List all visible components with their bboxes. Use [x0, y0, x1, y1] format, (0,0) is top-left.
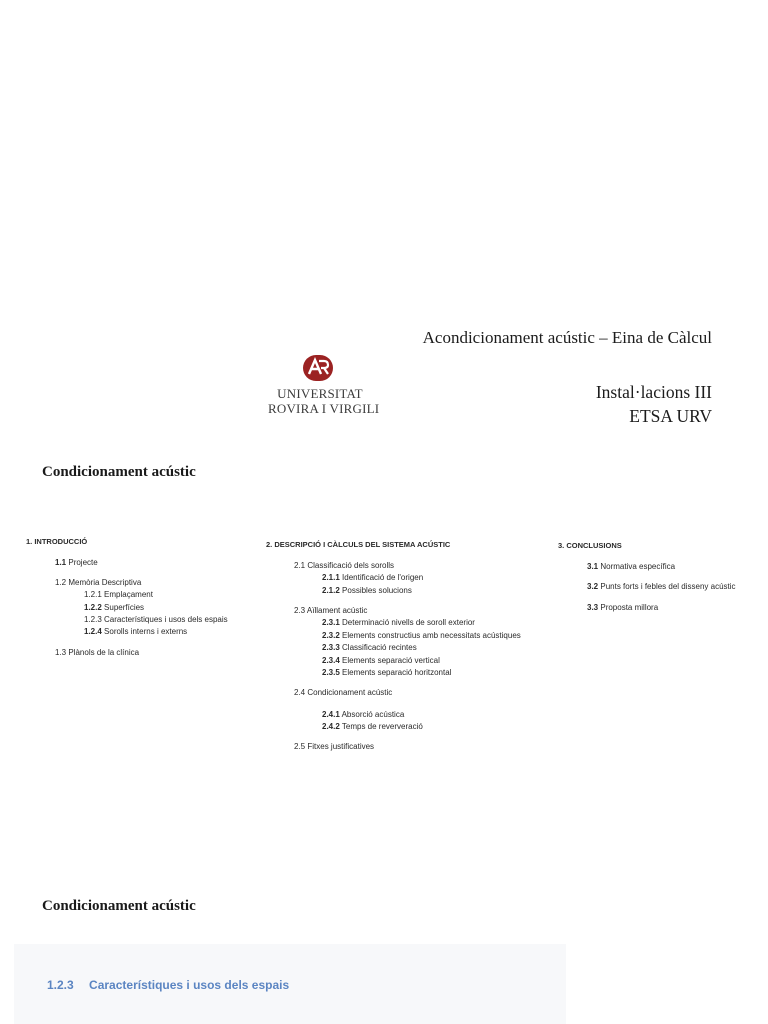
toc-item-number: 1.2 — [55, 578, 67, 587]
toc-item-number: 3.2 — [587, 582, 599, 591]
toc-heading-descripcio: 2. DESCRIPCIÓ I CÀLCULS DEL SISTEMA ACÚSTIC — [266, 540, 451, 549]
toc-item-label: Absorció acústica — [341, 710, 405, 719]
school-name: ETSA URV — [629, 406, 712, 426]
toc-item-number: 2.1.1 — [322, 573, 340, 582]
toc-item-label: Memòria Descriptiva — [68, 578, 142, 587]
university-logo — [268, 330, 380, 430]
toc-item[interactable] — [55, 559, 98, 567]
toc-item-number: 2.3.3 — [322, 643, 340, 652]
toc-item-number: 2.3.2 — [322, 631, 340, 640]
toc-item-label: Normativa específica — [600, 562, 676, 571]
toc-item[interactable] — [84, 616, 228, 624]
toc-item-number: 1.3 — [55, 648, 67, 657]
toc-item[interactable] — [55, 579, 141, 587]
toc-item-label: Plànols de la clínica — [68, 648, 140, 657]
toc-item-label: Característiques i usos dels espais — [104, 615, 228, 624]
toc-item-label: Emplaçament — [104, 590, 153, 599]
toc-item[interactable] — [322, 657, 440, 665]
toc-item-label: Elements separació vertical — [342, 656, 440, 665]
toc-item-label: Elements constructius amb necessitats acústiques — [342, 631, 521, 640]
toc-item-label: Classificació dels sorolls — [307, 561, 395, 570]
toc-item-number: 3.3 — [587, 603, 599, 612]
toc-item[interactable] — [322, 619, 475, 627]
toc-item[interactable] — [322, 587, 412, 595]
urv-emblem-icon — [302, 352, 334, 382]
toc-item-number: 2.3.5 — [322, 668, 340, 677]
document-title: Acondicionament acústic – Eina de Càlcul — [422, 328, 712, 347]
section-title: Condicionament acústic — [42, 898, 196, 914]
toc-item-label: Superfícies — [104, 603, 145, 612]
toc-item-number: 2.4.2 — [322, 722, 340, 731]
course-name: Instal·lacions III — [595, 382, 712, 402]
toc-item-label: Possibles solucions — [342, 586, 412, 595]
toc-item[interactable] — [322, 723, 423, 731]
logo-text-line2: ROVIRA I VIRGILI — [268, 401, 380, 416]
logo-text-line1: UNIVERSITAT — [277, 386, 363, 401]
subsection-label: Característiques i usos dels espais — [89, 978, 290, 992]
toc-item-label: Determinació nivells de soroll exterior — [342, 618, 475, 627]
toc-item-label: Elements separació horitzontal — [342, 668, 452, 677]
toc-item[interactable] — [84, 628, 187, 636]
toc-item[interactable] — [322, 632, 521, 640]
toc-item-label: Condicionament acústic — [307, 688, 393, 697]
toc-item-number: 2.5 — [294, 742, 306, 751]
toc-item-number: 1.2.4 — [84, 627, 102, 636]
toc-item-label: Sorolls interns i externs — [104, 627, 188, 636]
toc-item[interactable] — [294, 689, 392, 697]
toc-item-label: Identificació de l'origen — [342, 573, 424, 582]
toc-item-label: Projecte — [68, 558, 98, 567]
section-title: Condicionament acústic — [42, 464, 196, 480]
toc-heading-conclusions: 3. CONCLUSIONS — [558, 541, 622, 550]
toc-item-number: 1.2.1 — [84, 590, 102, 599]
toc-item[interactable] — [587, 563, 675, 571]
toc-item-number: 2.1.2 — [322, 586, 340, 595]
toc-item[interactable] — [322, 711, 404, 719]
toc-item-number: 2.1 — [294, 561, 306, 570]
toc-item-label: Fitxes justificatives — [307, 742, 375, 751]
toc-heading-introduccio: 1. INTRODUCCIÓ — [26, 537, 88, 546]
toc-item-label: Aïllament acústic — [306, 606, 368, 615]
subsection-number: 1.2.3 — [47, 978, 74, 992]
toc-item[interactable] — [84, 591, 153, 599]
toc-item-label: Classificació recintes — [342, 643, 417, 652]
toc-item[interactable] — [322, 574, 423, 582]
toc-item[interactable] — [322, 669, 451, 677]
toc-item[interactable] — [84, 604, 144, 612]
toc-item-number: 2.3.1 — [322, 618, 340, 627]
toc-item-number: 1.2.3 — [84, 615, 102, 624]
toc-item-number: 2.3.4 — [322, 656, 340, 665]
toc-item[interactable] — [294, 743, 374, 751]
toc-item[interactable] — [55, 649, 139, 657]
toc-item-label: Temps de reververació — [341, 722, 423, 731]
toc-item-number: 1.2.2 — [84, 603, 102, 612]
toc-item-label: Proposta millora — [600, 603, 659, 612]
toc-item-number: 2.4 — [294, 688, 306, 697]
toc-item[interactable] — [587, 604, 658, 612]
toc-item-number: 3.1 — [587, 562, 599, 571]
toc-item-number: 2.4.1 — [322, 710, 340, 719]
toc-item[interactable] — [322, 644, 417, 652]
toc-item[interactable] — [587, 583, 736, 591]
toc-item-number: 2.3 — [294, 606, 306, 615]
toc-item[interactable] — [294, 562, 394, 570]
subsection-heading — [47, 978, 289, 992]
toc-item-label: Punts forts i febles del disseny acústic — [600, 582, 736, 591]
toc-item-number: 1.1 — [55, 558, 67, 567]
toc-item[interactable] — [294, 607, 367, 615]
